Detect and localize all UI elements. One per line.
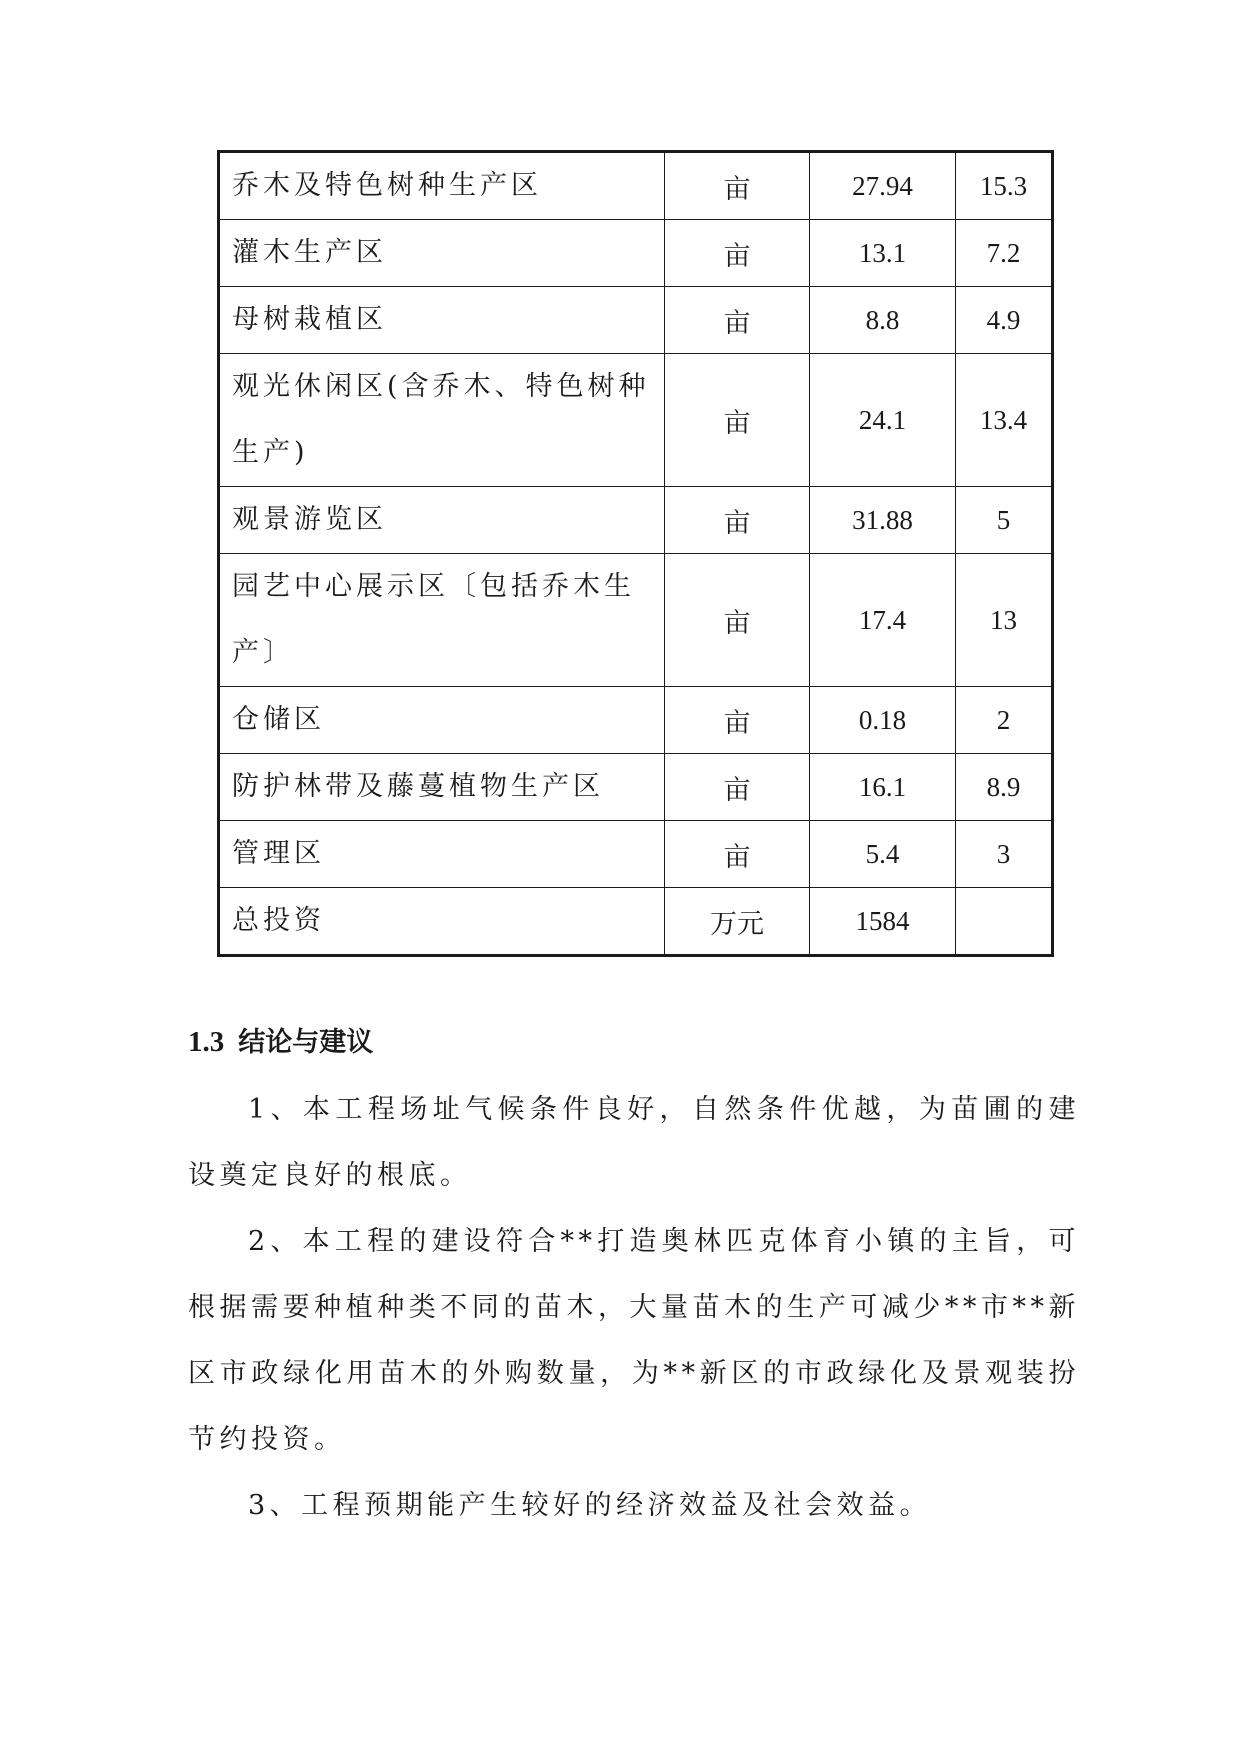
unit-cell: 亩 (665, 152, 810, 220)
investment-cell: 13 (956, 554, 1053, 687)
table-row (219, 554, 1053, 687)
zone-name-cell: 防护林带及藤蔓植物生产区 (219, 754, 665, 821)
unit-cell: 亩 (665, 220, 810, 287)
section-title: 结论与建议 (238, 1027, 374, 1058)
empty-cell (956, 888, 1053, 956)
table-row (219, 287, 1053, 354)
table-row (219, 687, 1053, 754)
total-label-cell: 总投资 (219, 888, 665, 956)
zone-name-cell: 灌木生产区 (219, 220, 665, 287)
paragraph (188, 1077, 1080, 1209)
total-amount-cell: 1584 (810, 888, 956, 956)
area-cell: 8.8 (810, 287, 956, 354)
table-row (219, 821, 1053, 888)
investment-cell: 13.4 (956, 354, 1053, 487)
zone-name-cell: 观光休闲区(含乔木、特色树种生产) (219, 354, 665, 487)
unit-cell: 亩 (665, 487, 810, 554)
area-cell: 27.94 (810, 152, 956, 220)
zone-name-cell: 观景游览区 (219, 487, 665, 554)
investment-cell: 8.9 (956, 754, 1053, 821)
table-body (219, 152, 1053, 956)
paragraph-text: 2、本工程的建设符合**打造奥林匹克体育小镇的主旨，可根据需要种植种类不同的苗木，大量苗木的生产可减少**市**新区市政绿化用苗木的外购数量，为**新区的市政绿化及景观装扮节约投资。 (188, 1226, 1080, 1455)
unit-cell: 万元 (665, 888, 810, 956)
area-cell: 13.1 (810, 220, 956, 287)
unit-cell: 亩 (665, 354, 810, 487)
area-cell: 0.18 (810, 687, 956, 754)
area-cell: 31.88 (810, 487, 956, 554)
table-row (219, 152, 1053, 220)
investment-cell: 4.9 (956, 287, 1053, 354)
investment-cell: 3 (956, 821, 1053, 888)
unit-cell: 亩 (665, 754, 810, 821)
investment-cell: 2 (956, 687, 1053, 754)
area-cell: 5.4 (810, 821, 956, 888)
paragraph (188, 1473, 1080, 1539)
section-number: 1.3 (188, 1026, 225, 1058)
investment-cell: 5 (956, 487, 1053, 554)
table-row (219, 220, 1053, 287)
paragraph-text: 1、本工程场址气候条件良好，自然条件优越，为苗圃的建设奠定良好的根底。 (188, 1094, 1080, 1191)
investment-table (217, 150, 1054, 957)
table-row (219, 754, 1053, 821)
zone-name-cell: 仓储区 (219, 687, 665, 754)
unit-cell: 亩 (665, 287, 810, 354)
investment-table-container (217, 150, 1054, 957)
zone-name-cell: 母树栽植区 (219, 287, 665, 354)
unit-cell: 亩 (665, 687, 810, 754)
investment-cell: 15.3 (956, 152, 1053, 220)
zone-name-cell: 管理区 (219, 821, 665, 888)
unit-cell: 亩 (665, 554, 810, 687)
unit-cell: 亩 (665, 821, 810, 888)
paragraph-text: 3、工程预期能产生较好的经济效益及社会效益。 (248, 1490, 932, 1521)
area-cell: 16.1 (810, 754, 956, 821)
table-row (219, 354, 1053, 487)
section-heading (188, 1020, 373, 1059)
total-row (219, 888, 1053, 956)
paragraph (188, 1209, 1080, 1473)
area-cell: 24.1 (810, 354, 956, 487)
investment-cell: 7.2 (956, 220, 1053, 287)
zone-name-cell: 园艺中心展示区〔包括乔木生产〕 (219, 554, 665, 687)
area-cell: 17.4 (810, 554, 956, 687)
zone-name-cell: 乔木及特色树种生产区 (219, 152, 665, 220)
table-row (219, 487, 1053, 554)
